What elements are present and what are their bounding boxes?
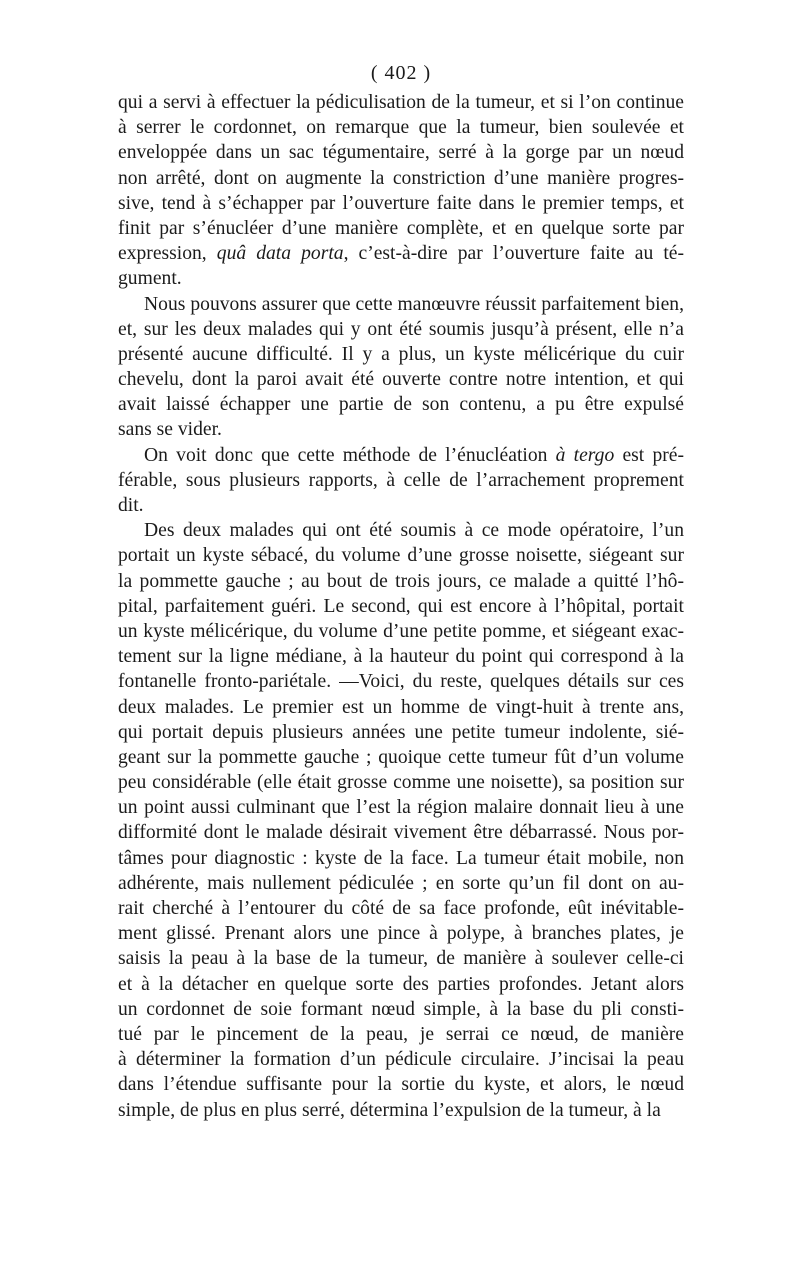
text-line: peu considérable (elle était grosse comme une noisette), sa position sur xyxy=(118,772,684,794)
text-line: deux malades. Le premier est un homme de vingt-huit à trente ans, xyxy=(118,696,684,718)
text-line: fontanelle fronto-pariétale. —Voici, du reste, quelques détails sur ces xyxy=(118,671,684,693)
text-line: à serrer le cordonnet, on remarque que la tumeur, bien soulevée et xyxy=(118,117,684,139)
body-text xyxy=(118,90,684,1123)
text-line: expression, quâ data porta, c’est-à-dire par l’ouverture faite au té- xyxy=(118,243,685,265)
text-line: tâmes pour diagnostic : kyste de la face. La tumeur était mobile, non xyxy=(118,847,684,869)
text-line: non arrêté, dont on augmente la constriction d’une manière progres- xyxy=(118,167,684,189)
text-line: Des deux malades qui ont été soumis à ce mode opératoire, l’un xyxy=(144,520,684,542)
text-line: Nous pouvons assurer que cette manœuvre réussit parfaitement bien, xyxy=(144,293,684,315)
text-line: à déterminer la formation d’un pédicule circulaire. J’incisai la peau xyxy=(118,1049,684,1071)
text-line: un point aussi culminant que l’est la région malaire donnait lieu à une xyxy=(118,797,684,819)
paragraph xyxy=(118,518,684,1123)
text-line: présenté aucune difficulté. Il y a plus, un kyste mélicérique du cuir xyxy=(118,343,684,365)
text-line: chevelu, dont la paroi avait été ouverte contre notre intention, et qui xyxy=(118,369,684,391)
text-line: tement sur la ligne médiane, à la hauteur du point qui correspond à la xyxy=(118,646,684,668)
text-line: et à la détacher en quelque sorte des parties profondes. Jetant alors xyxy=(118,973,684,995)
paragraph xyxy=(118,90,684,292)
text-line: la pommette gauche ; au bout de trois jours, ce malade a quitté l’hô- xyxy=(118,570,684,592)
text-line: enveloppée dans un sac tégumentaire, serré à la gorge par un nœud xyxy=(118,142,684,164)
text-line: dans l’étendue suffisante pour la sortie du kyste, et alors, le nœud xyxy=(118,1074,684,1096)
text-line: portait un kyste sébacé, du volume d’une grosse noisette, siégeant sur xyxy=(118,545,684,567)
text-line: un kyste mélicérique, du volume d’une petite pomme, et siégeant exac- xyxy=(118,620,684,642)
book-page xyxy=(118,58,684,1123)
text-line: tué par le pincement de la peau, je serrai ce nœud, de manière xyxy=(118,1023,684,1045)
text-line: avait laissé échapper une partie de son contenu, a pu être expulsé xyxy=(118,394,684,416)
text-line: dit. xyxy=(118,495,144,516)
text-line: férable, sous plusieurs rapports, à celle de l’arrachement proprement xyxy=(118,469,684,491)
text-line: sans se vider. xyxy=(118,419,222,441)
text-line: adhérente, mais nullement pédiculée ; en sorte qu’un fil dont on au- xyxy=(118,872,684,894)
page-number: ( 402 ) xyxy=(370,62,432,84)
text-line: pital, parfaitement guéri. Le second, qui est encore à l’hôpital, portait xyxy=(118,595,684,617)
paragraph xyxy=(118,292,684,443)
text-line: et, sur les deux malades qui y ont été soumis jusqu’à présent, elle n’a xyxy=(118,318,684,340)
text-line: geant sur la pommette gauche ; quoique cette tumeur fût d’un volume xyxy=(118,746,684,768)
text-line: simple, de plus en plus serré, détermina l’expulsion de la tumeur, à la xyxy=(118,1099,661,1121)
text-line: sive, tend à s’échapper par l’ouverture faite dans le premier temps, et xyxy=(118,192,684,214)
text-line: difformité dont le malade désirait vivement être débarrassé. Nous por- xyxy=(118,822,684,844)
paragraph xyxy=(118,443,684,519)
text-line: ment glissé. Prenant alors une pince à polype, à branches plates, je xyxy=(118,923,684,945)
text-line: saisis la peau à la base de la tumeur, de manière à soulever celle-ci xyxy=(118,948,684,970)
text-line: qui portait depuis plusieurs années une petite tumeur indolente, sié- xyxy=(118,721,684,743)
text-line: un cordonnet de soie formant nœud simple, à la base du pli consti- xyxy=(118,998,684,1020)
text-line: On voit donc que cette méthode de l’énucléation à tergo est pré- xyxy=(144,444,684,466)
text-line: gument. xyxy=(118,268,182,290)
text-line: finit par s’énucléer d’une manière complète, et en quelque sorte par xyxy=(118,217,684,239)
text-line: rait cherché à l’entourer du côté de sa face profonde, eût inévitable- xyxy=(118,898,684,919)
text-line: qui a servi à effectuer la pédiculisation de la tumeur, et si l’on continue xyxy=(118,92,684,113)
